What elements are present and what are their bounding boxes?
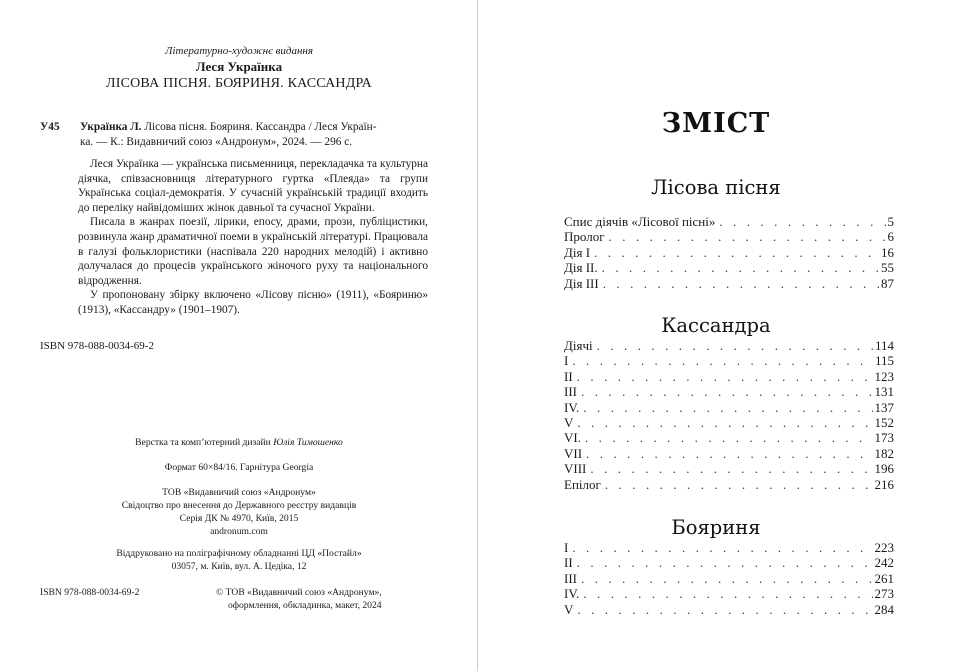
toc-dot-leader (577, 602, 872, 617)
toc-entry-page: 273 (874, 586, 894, 602)
toc-dot-leader (583, 400, 872, 415)
toc-entry-label: ІІ (564, 368, 573, 384)
toc-entry (564, 415, 894, 430)
toc-section-list (564, 338, 894, 492)
toc-entry-label: IV. (564, 586, 580, 602)
toc-section-list (564, 214, 894, 291)
printer-address: 03057, м. Київ, вул. А. Цедіка, 12 (171, 561, 307, 572)
biblio-author: Українка Л. (80, 121, 142, 133)
toc-title: ЗМІСТ (661, 108, 771, 139)
toc-dot-leader (585, 430, 873, 445)
biblio-line2: ка. — К.: Видавничий союз «Андронум», 2024. — 296 с. (80, 135, 353, 148)
toc-entry (564, 430, 894, 445)
toc-dot-leader (594, 245, 879, 260)
toc-dot-leader (586, 446, 872, 461)
toc-entry (564, 586, 894, 601)
toc-entry-page: 261 (874, 570, 894, 586)
annotation-paragraph: Писала в жанрах поезії, лірики, епосу, драми, прози, публіцистики, розвинула жанр драматичної поеми в українській літературі. Працювала в галузі фольклористики (наспівала 220 народних мелодій) і активно долучалася до процесів українського жіночого руху та національного відродження. (78, 216, 428, 287)
edition-type: Літературно-художнє видання (165, 45, 313, 57)
imprint-header (40, 44, 438, 93)
copyright-line: © ТОВ «Видавничий союз «Андронум», (216, 587, 382, 598)
toc-entry-label: Дія ІІ. (564, 260, 598, 276)
toc-entry-page: 87 (881, 275, 894, 291)
toc-dot-leader (577, 555, 873, 570)
printer-info (40, 547, 438, 573)
toc-entry-label: І (564, 353, 569, 369)
toc-entry-page: 16 (881, 244, 894, 260)
toc-page (478, 0, 954, 671)
toc-entry (564, 602, 894, 617)
layout-credit-text: Верстка та комп’ютерний дизайн (135, 437, 274, 448)
toc-entry-page: 137 (874, 399, 894, 415)
toc-entry-label: VII (564, 445, 583, 461)
annotation (78, 157, 428, 318)
layout-credit (40, 436, 438, 449)
toc-entry (564, 369, 894, 384)
toc-entry-label: ІІІ (564, 570, 577, 586)
isbn-bottom: ISBN 978-088-0034-69-2 (40, 587, 140, 598)
publisher-info (40, 486, 438, 538)
publisher-line: ТОВ «Видавничий союз «Андронум» (162, 487, 316, 498)
toc-entry-label: ІІІ (564, 384, 577, 400)
toc-entry-label: ІІ (564, 555, 573, 571)
toc-entry (564, 477, 894, 492)
toc-dot-leader (581, 571, 873, 586)
publisher-line: Серія ДК № 4970, Київ, 2015 (179, 513, 299, 524)
toc-entry-label: VIII (564, 461, 587, 477)
toc-entry (564, 229, 894, 244)
bibliographic-entry (40, 120, 438, 149)
toc-entry-page: 173 (874, 430, 894, 446)
toc-entry (564, 214, 894, 229)
toc-dot-leader (597, 338, 873, 353)
toc-dot-leader (572, 540, 872, 555)
toc-dot-leader (719, 214, 885, 229)
toc-entry-page: 55 (881, 260, 894, 276)
printer-line: Віддруковано на поліграфічному обладнанні ЦД «Постайл» (116, 548, 362, 559)
biblio-line1: Лісова пісня. Бояриня. Кассандра / Леся Україн- (141, 121, 377, 133)
toc-entry (564, 446, 894, 461)
toc-entry-page: 115 (874, 353, 894, 369)
toc-dot-leader (590, 461, 872, 476)
format-line: Формат 60×84/16. Гарнітура Georgia (164, 462, 314, 473)
toc-dot-leader (581, 384, 873, 399)
toc-section-title: Бояриня (671, 516, 761, 539)
toc-entry-label: Дія І (564, 244, 591, 260)
toc-entry (564, 400, 894, 415)
toc-entry (564, 461, 894, 476)
toc-entry-page: 182 (874, 445, 894, 461)
book-title: ЛІСОВА ПІСНЯ. БОЯРИНЯ. КАССАНДРА (106, 76, 372, 91)
toc-entry-label: VI. (564, 430, 581, 446)
toc-entry-page: 216 (874, 476, 894, 492)
toc-section-title: Лісова пісня (651, 176, 781, 199)
toc-entry (564, 540, 894, 555)
isbn-top: ISBN 978-088-0034-69-2 (40, 340, 154, 352)
toc-entry-page: 5 (887, 214, 894, 229)
toc-entry (564, 245, 894, 260)
toc-section-title: Кассандра (661, 314, 771, 337)
toc-entry (564, 384, 894, 399)
toc-entry (564, 555, 894, 570)
toc-entry-page: 114 (874, 338, 894, 353)
toc-entry-label: Пролог (564, 229, 605, 245)
toc-dot-leader (577, 415, 872, 430)
publisher-website: andronum.com (210, 526, 268, 537)
toc-entry-label: Дія ІІІ (564, 275, 599, 291)
toc-entry-page: 131 (874, 384, 894, 400)
toc-entry-page: 196 (874, 461, 894, 477)
publisher-line: Свідоцтво про внесення до Державного реєстру видавців (121, 500, 357, 511)
toc-entry-page: 152 (874, 414, 894, 430)
toc-dot-leader (572, 353, 873, 368)
copyright-line: оформлення, обкладинка, макет, 2024 (228, 600, 382, 611)
toc-section-list (564, 540, 894, 617)
toc-entry-label: І (564, 540, 569, 555)
toc-entry-label: Діячі (564, 338, 593, 353)
toc-entry (564, 276, 894, 291)
annotation-paragraph: У пропоновану збірку включено «Лісову пісню» (1911), «Бояриню» (1913), «Кассандру» (1901–1907). (78, 289, 428, 316)
toc-entry-label: V (564, 414, 574, 430)
toc-entry (564, 353, 894, 368)
toc-entry (564, 571, 894, 586)
designer-name: Юлія Тимошенко (273, 437, 343, 448)
toc-entry (564, 260, 894, 275)
toc-entry-label: V (564, 601, 574, 617)
biblio-text (80, 120, 438, 149)
toc-entry-page: 123 (874, 368, 894, 384)
copyright (216, 586, 438, 612)
udc-code: У45 (40, 121, 60, 133)
toc-entry-page: 6 (887, 229, 894, 245)
toc-entry-page: 223 (874, 540, 894, 555)
toc-entry-label: IV. (564, 399, 580, 415)
toc-dot-leader (577, 369, 873, 384)
toc-entry-label: Спис діячів «Лісової пісні» (564, 214, 716, 229)
toc-entry-page: 242 (874, 555, 894, 571)
toc-dot-leader (605, 477, 873, 492)
annotation-paragraph: Леся Українка — українська письменниця, перекладачка та культурна діячка, співзасновниця літературного гуртка «Плеяда» та групи Українська соціал-демократія. У сучасній українській традиції входить до переліку найвідоміших жінок давньої та сучасної України. (78, 158, 428, 214)
toc-dot-leader (609, 229, 886, 244)
toc-entry-label: Епілог (564, 476, 601, 492)
toc-dot-leader (602, 260, 879, 275)
toc-dot-leader (603, 276, 879, 291)
toc-dot-leader (583, 586, 872, 601)
toc-entry-page: 284 (874, 601, 894, 617)
toc-entry (564, 338, 894, 353)
author-name: Леся Українка (195, 59, 283, 74)
